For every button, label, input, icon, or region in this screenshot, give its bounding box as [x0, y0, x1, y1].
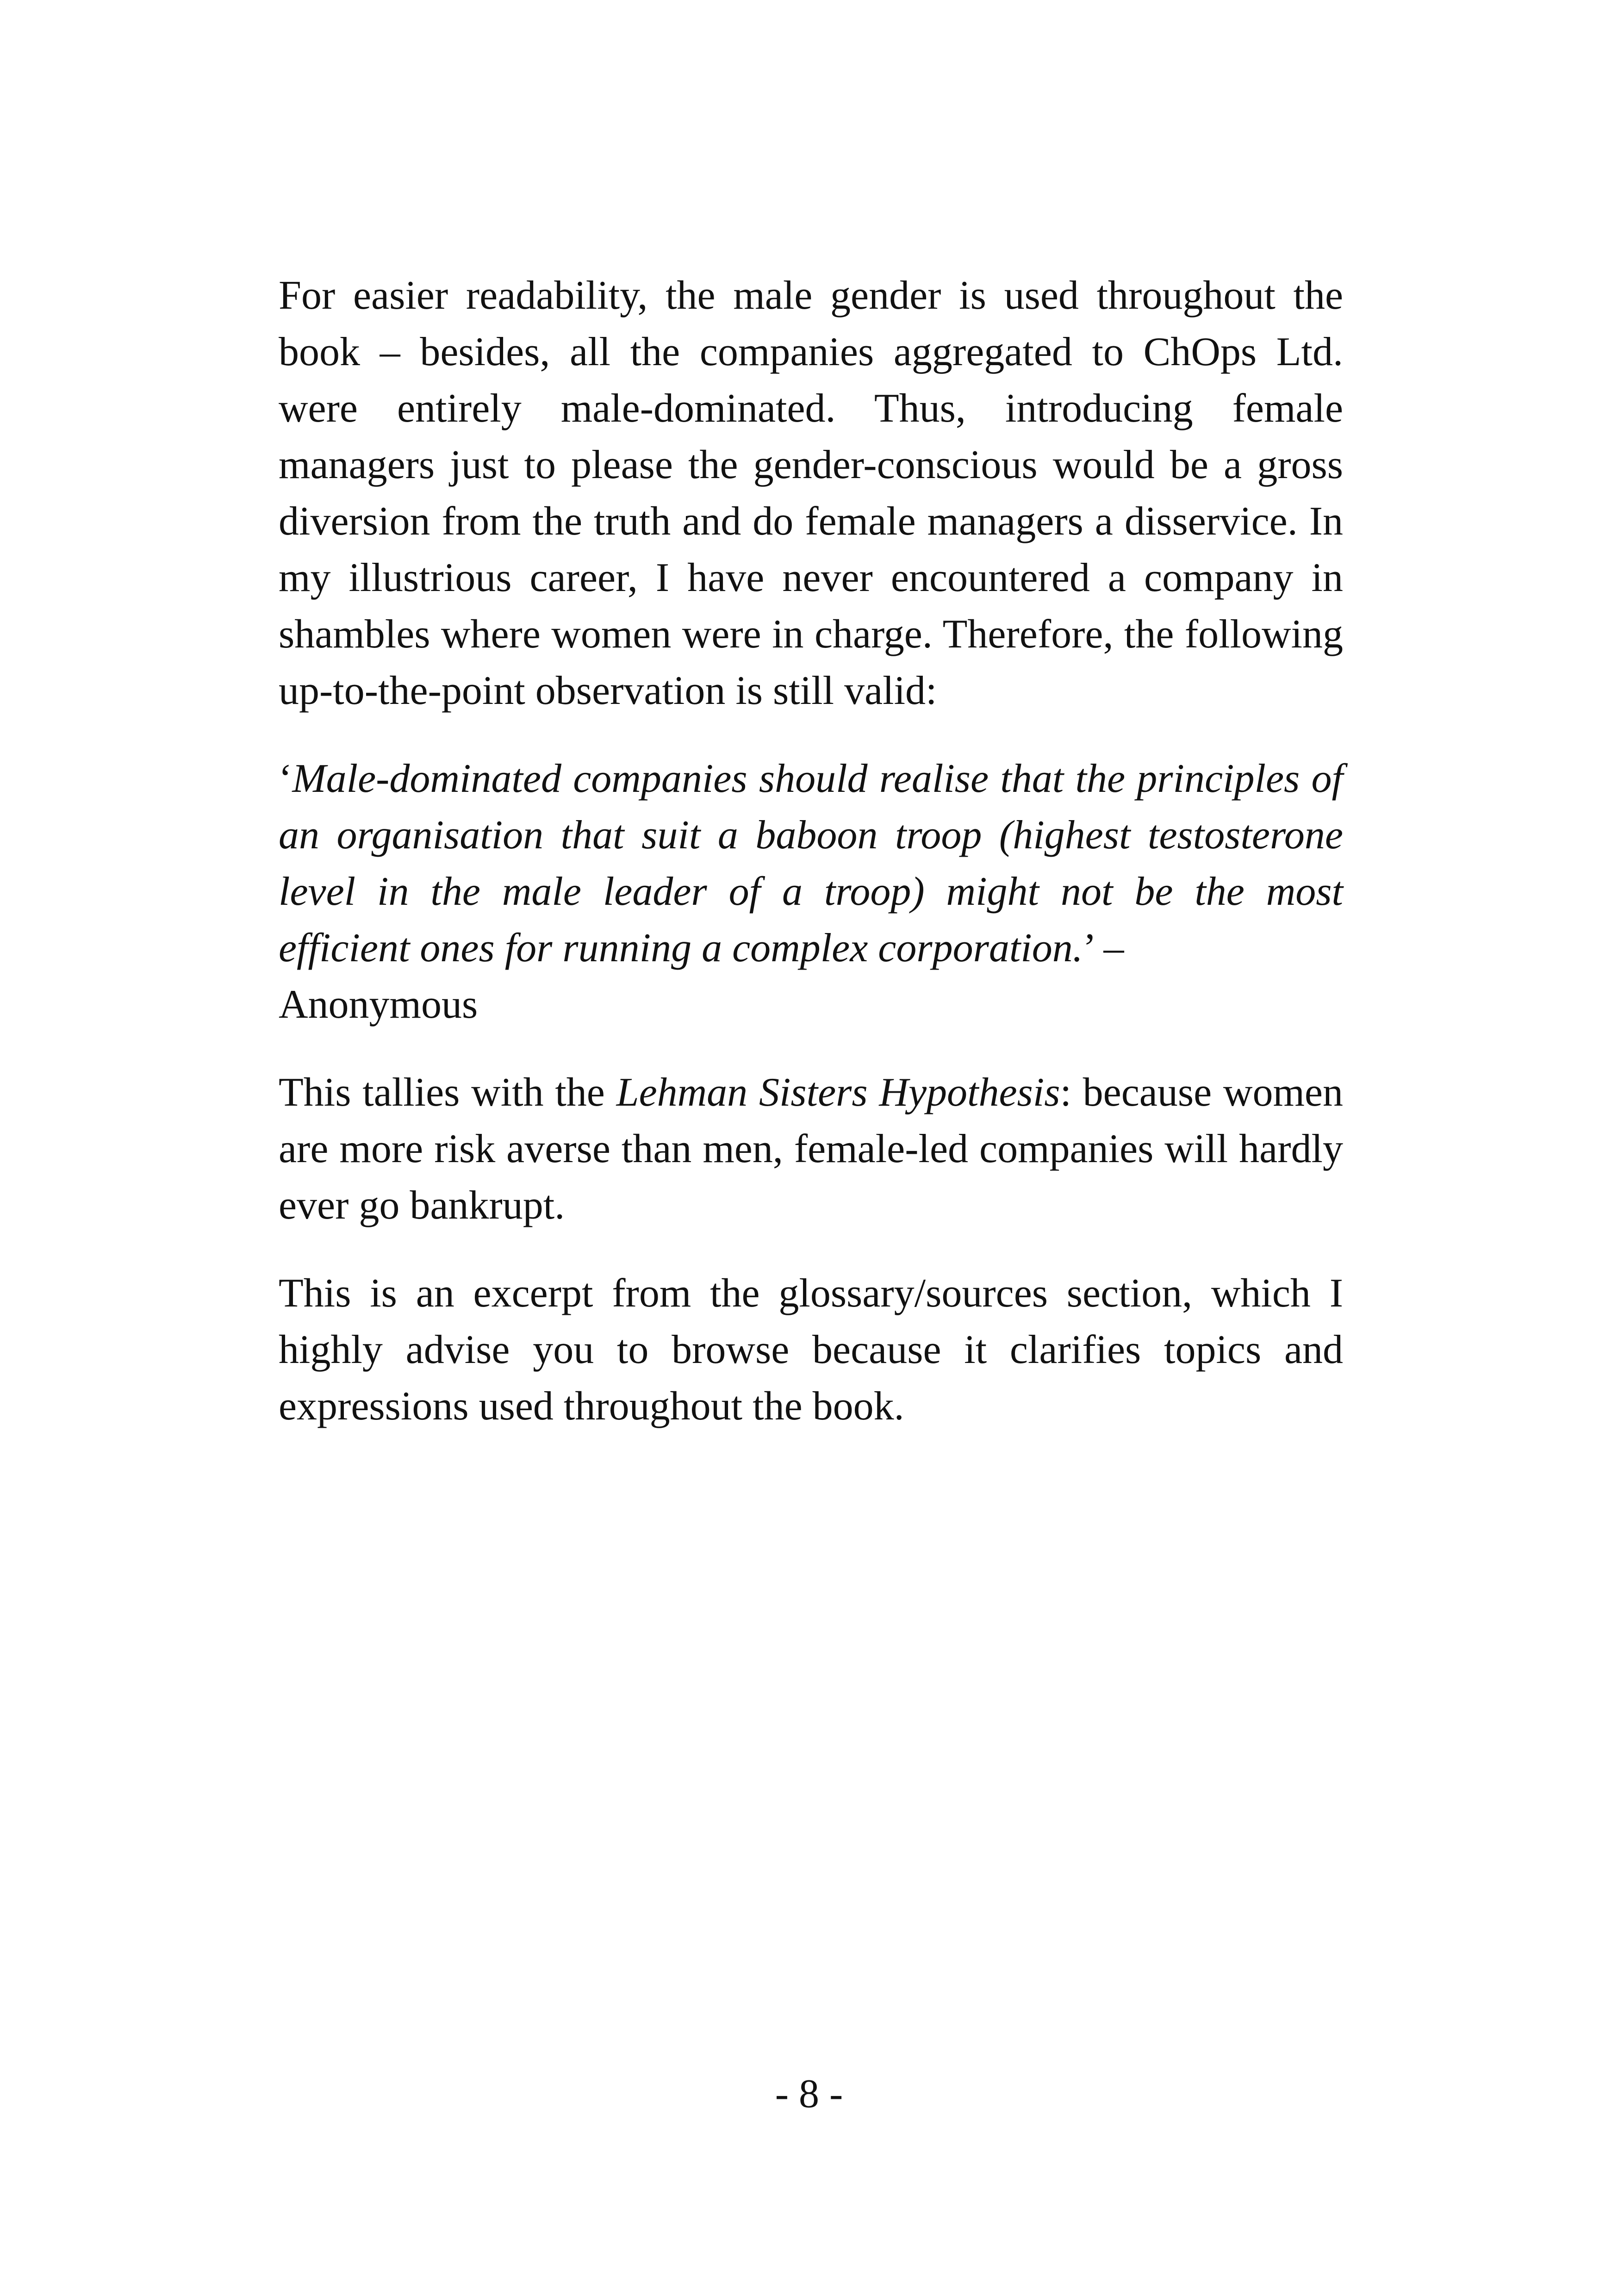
lehman-text-after: : because women are more risk averse than men, female-led companies will hardly ever go bankrupt.	[279, 1070, 1343, 1228]
quote-text: Male-dominated companies should realise that the principles of an organisation that suit a baboon troop (highest testosterone level in the male leader of a troop) might not be the most efficient ones for running a complex corporation.	[279, 756, 1343, 971]
paragraph-gender-note: For easier readability, the male gender is used throughout the book – besides, all the companies aggregated to ChOps Ltd. were entirely male-dominated. Thus, introducing female managers just to please the gender-conscious would be a gross diversion from the truth and do female managers a disservice. In my illustrious career, I have never encountered a company in shambles where women were in charge. Therefore, the following up-to-the-point observation is still valid:	[279, 273, 1343, 713]
lehman-text-before: This tallies with the	[279, 1070, 616, 1115]
quote-paragraph	[279, 751, 1343, 1033]
quote-open-mark: ‘	[279, 756, 292, 801]
page-body	[279, 268, 1343, 1435]
lehman-hypothesis-title: Lehman Sisters Hypothesis	[616, 1070, 1060, 1115]
quote-attribution: Anonymous	[279, 982, 478, 1027]
paragraph-lehman-sisters	[279, 1064, 1343, 1234]
page-number: - 8 -	[775, 2072, 843, 2116]
paragraph-glossary-note: This is an excerpt from the glossary/sources section, which I highly advise you to browse because it clarifies topics and expressions used throughout the book.	[279, 1271, 1343, 1429]
quote-close-mark: ’ –	[1083, 926, 1124, 971]
